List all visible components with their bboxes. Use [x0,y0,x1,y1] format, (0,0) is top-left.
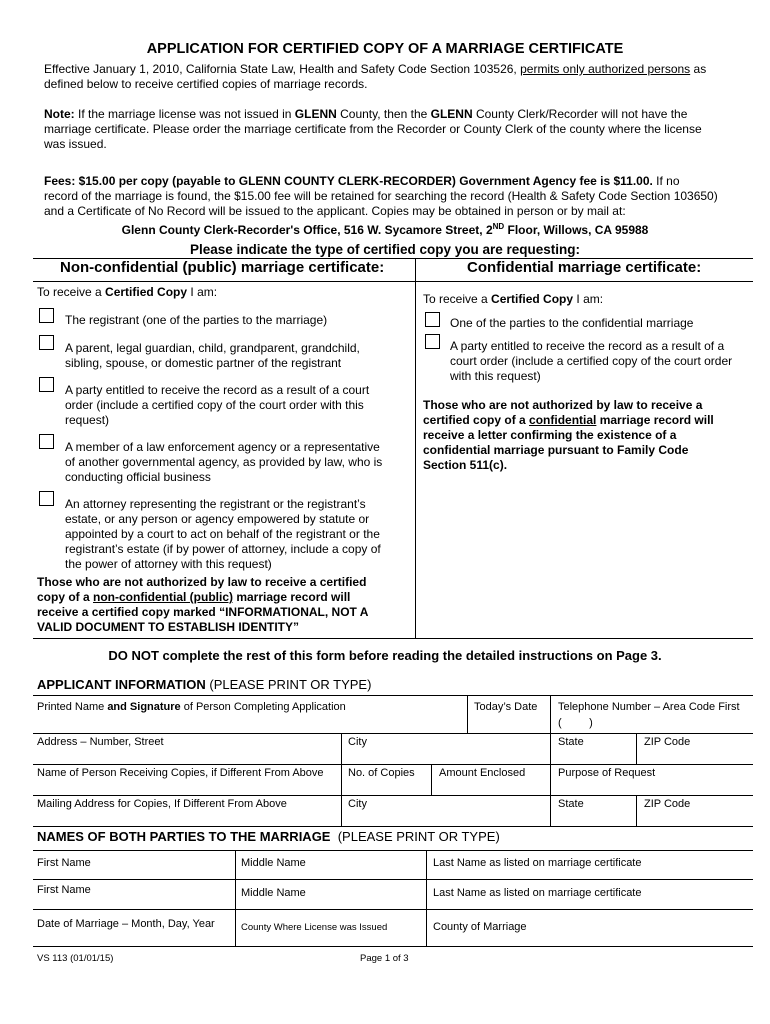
note-t3: County Clerk/Recorder will not have the [472,107,688,121]
noncon-heading: Non-confidential (public) marriage certificate: [60,259,385,276]
parties-row3-line [33,946,753,947]
applicant-row1-line [33,733,753,734]
fees-rest1: If no [652,174,680,188]
noncon-opt5-l3: appointed by a court to act on behalf of the registrant or the [65,527,380,541]
noncon-law-enforcement-checkbox[interactable] [39,434,54,449]
noncon-opt3-l2: order (include a certified copy of the court order with this [65,398,364,412]
note-county2: GLENN [430,107,473,121]
parties-heading-rest: (PLEASE PRINT OR TYPE) [330,829,500,844]
parties-table-top [33,850,753,851]
printed-name-field[interactable] [37,701,346,714]
telephone-field[interactable]: Telephone Number – Area Code First [558,701,740,713]
noncon-receive-a: To receive a [37,285,106,299]
intro-line2: defined below to receive certified copies of marriage records. [44,77,368,91]
noncon-opt3-l1: A party entitled to receive the record as a result of a court [65,383,370,397]
fees-text [44,174,754,219]
date-of-marriage-field[interactable]: Date of Marriage – Month, Day, Year [37,918,215,930]
applicant-row2-line [33,764,753,765]
noncon-opt5-l2: estate, or any person or agency empowered by statute or [65,512,370,526]
conf-receive-c: I am: [573,292,604,306]
city2-field[interactable]: City [348,798,367,810]
conf-warning [423,398,753,473]
note-line3: was issued. [44,137,107,151]
noncon-option-2 [65,341,410,371]
applicant-heading-bold: APPLICANT INFORMATION [37,677,206,692]
conf-court-order-checkbox[interactable] [425,334,440,349]
conf-opt2-l1: A party entitled to receive the record as a result of a [450,339,725,353]
noncon-family-checkbox[interactable] [39,335,54,350]
v-middle [235,850,236,946]
noncon-warn-l1: Those who are not authorized by law to receive a certified [37,575,367,589]
noncon-opt1-text: The registrant (one of the parties to the marriage) [65,313,328,327]
fees-line3: and a Certificate of No Record will be issued to the applicant. Copies may be obtained in person or by mail at: [44,204,626,218]
city-field[interactable]: City [348,736,367,748]
conf-warn-l2a: certified copy of a [423,413,530,427]
applicant-heading [37,677,371,692]
conf-receive-a: To receive a [423,292,492,306]
intro-part1: Effective January 1, 2010, California State Law, Health and Safety Code Section 103526, [44,62,521,76]
noncon-warn-l2c: marriage record will [233,590,351,604]
noncon-warn-l3: receive a certified copy marked “INFORMATIONAL, NOT A [37,605,369,619]
amount-enclosed-field[interactable]: Amount Enclosed [439,767,526,779]
county-of-marriage-field[interactable]: County of Marriage [433,921,527,933]
do-not-instruction: DO NOT complete the rest of this form before reading the detailed instructions on Page 3. [108,648,662,663]
conf-opt1-text: One of the parties to the confidential marriage [450,316,694,330]
printed-name-a: Printed Name [37,701,108,713]
conf-warn-l5: Section 511(c). [423,458,508,472]
middle-name-1-field[interactable]: Middle Name [241,857,306,869]
form-id: VS 113 (01/01/15) [37,953,114,964]
noncon-warn-l4: VALID DOCUMENT TO ESTABLISH IDENTITY” [37,620,300,634]
printed-name-b: and Signature [107,701,181,713]
noncon-opt4-l3: conducting official business [65,470,211,484]
last-name-1-field[interactable]: Last Name as listed on marriage certificate [433,857,642,869]
noncon-opt2-l1: A parent, legal guardian, child, grandparent, grandchild, [65,341,360,355]
conf-option-2 [450,339,750,384]
applicant-table-top [33,695,753,696]
v-city [341,733,342,826]
noncon-opt4-l1: A member of a law enforcement agency or a representative [65,440,380,454]
noncon-option-4 [65,440,410,485]
conf-warn-l4: confidential marriage pursuant to Family Code [423,443,689,457]
mailing-address-field[interactable]: Mailing Address for Copies, If Different From Above [37,798,287,810]
county-issued-field[interactable]: County Where License was Issued [241,922,388,933]
noncon-warning [37,575,412,635]
printed-name-c: of Person Completing Application [180,701,346,713]
v-last [426,850,427,946]
noncon-opt4-l2: of another governmental agency, as provided by law, who is [65,455,383,469]
conf-warn-l2c: marriage record will [596,413,714,427]
applicant-heading-rest: (PLEASE PRINT OR TYPE) [205,677,372,692]
intro-text [44,62,744,92]
first-name-1-field[interactable]: First Name [37,857,91,869]
noncon-warn-l2a: copy of a [37,590,94,604]
address-b: Floor, Willows, CA 95988 [504,223,649,237]
todays-date-field[interactable]: Today’s Date [474,701,538,713]
address-sup: ND [492,222,505,231]
noncon-option-1 [65,313,410,328]
conf-warn-l3: receive a letter confirming the existence of a [423,428,677,442]
first-name-2-field[interactable]: First Name [37,884,91,896]
page-number: Page 1 of 3 [360,953,409,964]
zip2-field[interactable]: ZIP Code [644,798,691,810]
v-zip2 [636,795,637,826]
indicate-heading: Please indicate the type of certified copy you are requesting: [189,242,581,257]
note-label: Note: [44,107,75,121]
form-title: APPLICATION FOR CERTIFIED COPY OF A MARRIAGE CERTIFICATE [146,41,624,57]
column-heading-line [33,281,753,282]
no-copies-field[interactable]: No. of Copies [348,767,415,779]
section-bottom-line [33,638,753,639]
noncon-receive-b: Certified Copy [105,285,188,299]
v-amount [431,764,432,795]
noncon-attorney-checkbox[interactable] [39,491,54,506]
noncon-warn-l2b: non-confidential (public) [93,590,233,604]
parties-row2-line [33,909,753,910]
conf-opt2-l3: with this request) [450,369,541,383]
v-zip1 [636,733,637,764]
conf-party-checkbox[interactable] [425,312,440,327]
v-todays-date [467,695,468,733]
noncon-opt5-l1: An attorney representing the registrant or the registrant’s [65,497,366,511]
last-name-2-field[interactable]: Last Name as listed on marriage certificate [433,887,642,899]
noncon-option-3 [65,383,410,428]
noncon-option-5 [65,497,410,572]
conf-option-1 [450,316,750,331]
purpose-field[interactable]: Purpose of Request [558,767,656,779]
noncon-opt5-l5: the power of attorney with this request) [65,557,272,571]
applicant-row3-line [33,795,753,796]
noncon-opt3-l3: request) [65,413,110,427]
office-address [0,219,770,238]
parties-row1-line [33,879,753,880]
noncon-registrant-checkbox[interactable] [39,308,54,323]
zip-field[interactable]: ZIP Code [644,736,691,748]
authorized-persons-link[interactable]: permits only authorized persons [520,62,691,76]
noncon-opt5-l4: registrant’s estate (if by power of attorney, include a copy of [65,542,381,556]
intro-part2: as [690,62,707,76]
noncon-opt2-l2: sibling, spouse, or domestic partner of the registrant [65,356,342,370]
parties-heading-bold: NAMES OF BOTH PARTIES TO THE MARRIAGE [37,829,331,844]
noncon-receive-c: I am: [187,285,218,299]
area-code-parens: ( ) [558,717,593,729]
note-line2: marriage certificate. Please order the marriage certificate from the Recorder or County Clerk of the county where the license [44,122,702,136]
conf-receive [423,292,603,307]
middle-name-2-field[interactable]: Middle Name [241,887,306,899]
parties-heading [37,829,500,844]
conf-warn-l1: Those who are not authorized by law to receive a [423,398,703,412]
conf-warn-l2b: confidential [529,413,597,427]
note-t1: If the marriage license was not issued in [74,107,295,121]
applicant-row4-line [33,826,753,827]
noncon-receive [37,285,217,300]
column-divider [415,258,416,638]
note-county1: GLENN [294,107,337,121]
state-field[interactable]: State [558,736,584,748]
address-a: Glenn County Clerk-Recorder's Office, 516 W. Sycamore Street, 2 [121,223,493,237]
state2-field[interactable]: State [558,798,584,810]
address-field[interactable]: Address – Number, Street [37,736,164,748]
conf-opt2-l2: court order (include a certified copy of the court order [450,354,733,368]
note-text [44,107,744,152]
note-t2: County, then the [336,107,431,121]
v-tel-state [550,695,551,826]
conf-heading: Confidential marriage certificate: [467,259,702,276]
conf-receive-b: Certified Copy [491,292,574,306]
fees-bold: Fees: $15.00 per copy (payable to GLENN COUNTY CLERK-RECORDER) Government Agency fee is $11.00. [44,174,653,188]
fees-line2: record of the marriage is found, the $15.00 fee will be retained for searching the record (Health & Safety Code Section 103650) [44,189,718,203]
noncon-court-order-checkbox[interactable] [39,377,54,392]
name-receiving-field[interactable]: Name of Person Receiving Copies, if Different From Above [37,767,324,779]
